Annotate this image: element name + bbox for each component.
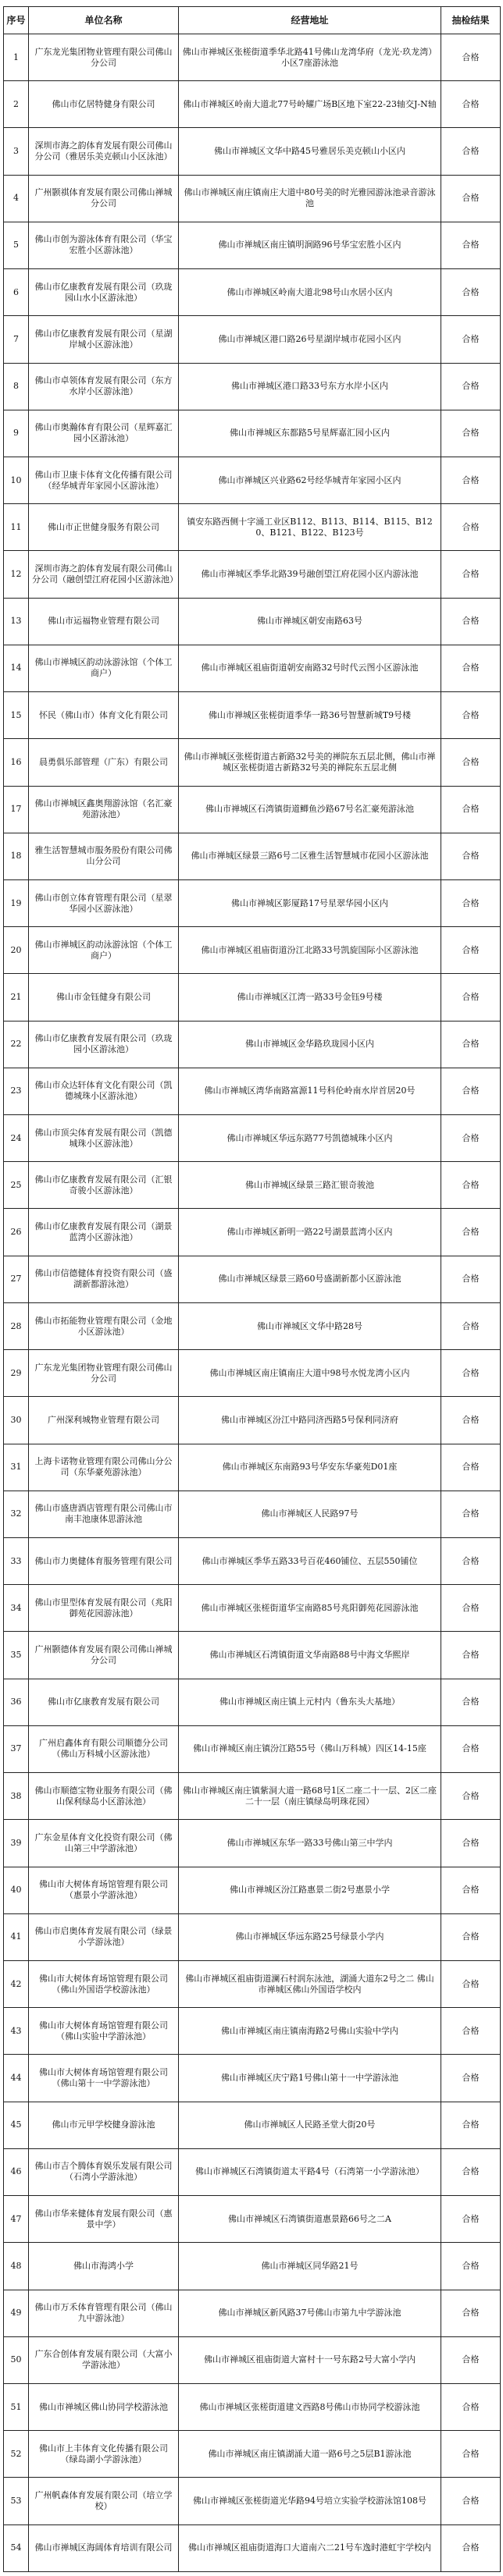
cell-unit-name: 广州颢祺体育发展有限公司佛山禅城分公司	[29, 175, 179, 222]
cell-no: 35	[4, 1632, 29, 1679]
cell-result: 合格	[441, 2383, 501, 2430]
cell-address: 佛山市禅城区南庄镇汾江路55号（佛山万科城）四区14-15座	[179, 1725, 441, 1772]
cell-unit-name: 佛山市大树体育场馆管理有限公司（惠景小学游泳池）	[29, 1867, 179, 1913]
cell-address: 佛山市禅城区南庄镇南庄大道中80号美的时光雅园游泳池录音游泳池	[179, 175, 441, 222]
cell-result: 合格	[441, 786, 501, 833]
header-address: 经营地址	[179, 7, 441, 34]
cell-result: 合格	[441, 692, 501, 739]
cell-no: 38	[4, 1773, 29, 1820]
table-row	[4, 1302, 501, 1349]
header-result: 抽检结果	[441, 7, 501, 34]
table-row	[4, 1021, 501, 1068]
cell-result: 合格	[441, 1585, 501, 1632]
cell-no: 9	[4, 410, 29, 457]
table-row	[4, 2431, 501, 2478]
cell-unit-name: 佛山市卫康卡体育文化传播有限公司（经华城青年家园小区游泳池）	[29, 457, 179, 503]
cell-result: 合格	[441, 645, 501, 691]
cell-result: 合格	[441, 739, 501, 786]
table-row	[4, 739, 501, 786]
cell-address: 佛山市禅城区汾江路惠景二街2号惠景小学	[179, 1867, 441, 1913]
table-row	[4, 1960, 501, 2007]
table-row	[4, 2148, 501, 2195]
cell-unit-name: 佛山市禅城区韵动泳游泳馆（个体工商户）	[29, 927, 179, 974]
cell-address: 佛山市禅城区祖庙街道汾江北路33号凯旋国际小区游泳池	[179, 927, 441, 974]
cell-no: 53	[4, 2478, 29, 2524]
cell-result: 合格	[441, 2008, 501, 2055]
table-row	[4, 598, 501, 645]
table-row	[4, 81, 501, 128]
cell-address: 佛山市禅城区祖庙街道海口大道南六二21号车逸时港虹宇学校内	[179, 2524, 441, 2571]
cell-no: 33	[4, 1538, 29, 1585]
cell-result: 合格	[441, 457, 501, 503]
table-row	[4, 1444, 501, 1491]
cell-address: 佛山市禅城区绿景三路汇银奇骏池	[179, 1162, 441, 1209]
cell-address: 佛山市禅城区新风路37号佛山市第九中学游泳池	[179, 2290, 441, 2336]
cell-no: 21	[4, 974, 29, 1021]
cell-result: 合格	[441, 927, 501, 974]
cell-no: 28	[4, 1302, 29, 1349]
cell-address: 佛山市禅城区祖庙街道澜石村润东泳池，湖涌大道东2号之二 佛山市禅城区佛山外国语学校内	[179, 1960, 441, 2007]
cell-result: 合格	[441, 222, 501, 268]
cell-result: 合格	[441, 2431, 501, 2478]
table-row	[4, 1162, 501, 1209]
inspection-results-table	[3, 6, 501, 2572]
cell-result: 合格	[441, 833, 501, 879]
cell-no: 36	[4, 1679, 29, 1725]
cell-address: 佛山市禅城区港口路26号星湖岸城市花园小区内	[179, 316, 441, 363]
cell-no: 1	[4, 34, 29, 81]
cell-no: 13	[4, 598, 29, 645]
cell-unit-name: 佛山市海鸿小学	[29, 2243, 179, 2290]
cell-no: 44	[4, 2055, 29, 2102]
cell-unit-name: 广州颢德体育发展有限公司佛山禅城分公司	[29, 1632, 179, 1679]
cell-unit-name: 佛山市大树体育场馆管理有限公司（佛山第十一中学游泳池）	[29, 2055, 179, 2102]
table-row	[4, 2478, 501, 2524]
cell-unit-name: 广东龙光集团物业管理有限公司佛山分公司	[29, 1350, 179, 1397]
table-row	[4, 2383, 501, 2430]
cell-unit-name: 佛山市顶尖体育发展有限公司（凯德城珠小区游泳池）	[29, 1115, 179, 1162]
cell-result: 合格	[441, 1773, 501, 1820]
table-row	[4, 1820, 501, 1867]
cell-unit-name: 佛山市禅城区海阔体育培训有限公司	[29, 2524, 179, 2571]
cell-address: 佛山市禅城区张槎街道季华一路36号智慧新城T9号楼	[179, 692, 441, 739]
table-row	[4, 551, 501, 598]
cell-no: 31	[4, 1444, 29, 1491]
table-row	[4, 2055, 501, 2102]
cell-address: 佛山市禅城区南庄镇湖涌大道一路6号之5层B1游泳池	[179, 2431, 441, 2478]
cell-no: 37	[4, 1725, 29, 1772]
cell-unit-name: 广州启鑫体育有限公司顺德分公司（佛山万科城小区游泳池）	[29, 1725, 179, 1772]
cell-no: 46	[4, 2148, 29, 2195]
cell-address: 佛山市禅城区人民路97号	[179, 1491, 441, 1537]
cell-address: 佛山市禅城区南庄镇紫洞大道一路68号1区二座二十一层、2区二座二十一层（南庄镇绿岛明珠花园）	[179, 1773, 441, 1820]
cell-address: 佛山市禅城区华远东路77号凯德城珠小区内	[179, 1115, 441, 1162]
cell-address: 佛山市禅城区张槎街道季华北路41号佛山龙湾华府（龙光·玖龙湾）小区7座游泳池	[179, 34, 441, 81]
cell-address: 佛山市禅城区东都路5号星辉嘉汇园小区内	[179, 410, 441, 457]
table-row	[4, 2290, 501, 2336]
cell-address: 佛山市禅城区影厦路17号星翠华园小区内	[179, 879, 441, 926]
cell-unit-name: 佛山市亿康教育发展有限公司	[29, 1679, 179, 1725]
table-row	[4, 1115, 501, 1162]
cell-result: 合格	[441, 2336, 501, 2383]
cell-result: 合格	[441, 2243, 501, 2290]
cell-address: 佛山市禅城区文华中路45号雅居乐美克顿山小区内	[179, 128, 441, 175]
table-row	[4, 1209, 501, 1256]
cell-result: 合格	[441, 1725, 501, 1772]
cell-unit-name: 佛山市禅城区鑫奥翔游泳馆（名汇豪苑游泳池）	[29, 786, 179, 833]
cell-address: 佛山市禅城区祖庙街道朝安南路32号时代云图小区游泳池	[179, 645, 441, 691]
cell-result: 合格	[441, 2196, 501, 2243]
cell-unit-name: 广州深利城物业管理有限公司	[29, 1397, 179, 1444]
cell-unit-name: 佛山市亿康教育发展有限公司（玖珑园山水小区游泳池）	[29, 269, 179, 316]
table-row	[4, 1867, 501, 1913]
cell-no: 25	[4, 1162, 29, 1209]
cell-result: 合格	[441, 598, 501, 645]
table-row	[4, 1350, 501, 1397]
cell-result: 合格	[441, 974, 501, 1021]
cell-result: 合格	[441, 1068, 501, 1114]
cell-address: 佛山市禅城区湾华南路富源11号科伦岭南水岸首居20号	[179, 1068, 441, 1114]
cell-unit-name: 佛山市亿康教育发展有限公司（玖珑园小区游泳池）	[29, 1021, 179, 1068]
cell-unit-name: 佛山市正世健身服务有限公司	[29, 504, 179, 551]
table-row	[4, 2336, 501, 2383]
cell-result: 合格	[441, 1115, 501, 1162]
cell-result: 合格	[441, 504, 501, 551]
cell-unit-name: 佛山市元甲学校健身游泳池	[29, 2102, 179, 2148]
cell-unit-name: 佛山市禅城区佛山协同学校游泳池	[29, 2383, 179, 2430]
table-row	[4, 786, 501, 833]
cell-no: 8	[4, 363, 29, 410]
cell-result: 合格	[441, 2524, 501, 2571]
cell-result: 合格	[441, 2102, 501, 2148]
cell-result: 合格	[441, 1021, 501, 1068]
cell-unit-name: 佛山市华来健体育发展有限公司（惠景中学）	[29, 2196, 179, 2243]
cell-unit-name: 广东龙光集团物业管理有限公司佛山分公司	[29, 34, 179, 81]
table-row	[4, 34, 501, 81]
table-row	[4, 1256, 501, 1302]
cell-address: 镇安东路西侧十字涌工业区B112、B113、B114、B115、B120、B121、B122、B123号	[179, 504, 441, 551]
table-row	[4, 504, 501, 551]
cell-unit-name: 佛山市信德健体育投资有限公司（盛湖新都游泳池）	[29, 1256, 179, 1302]
cell-address: 佛山市禅城区兴业路62号经华城青年家园小区内	[179, 457, 441, 503]
table-row	[4, 316, 501, 363]
cell-unit-name: 佛山市盛唐酒店管理有限公司佛山市南丰池康体思游泳池	[29, 1491, 179, 1537]
cell-no: 51	[4, 2383, 29, 2430]
cell-result: 合格	[441, 1256, 501, 1302]
cell-no: 30	[4, 1397, 29, 1444]
cell-address: 佛山市禅城区石湾镇街道太平路4号（石湾第一小学游泳池）	[179, 2148, 441, 2195]
cell-no: 22	[4, 1021, 29, 1068]
table-row	[4, 1632, 501, 1679]
cell-no: 42	[4, 1960, 29, 2007]
header-unit: 单位名称	[29, 7, 179, 34]
cell-result: 合格	[441, 1913, 501, 1960]
table-row	[4, 1068, 501, 1114]
cell-result: 合格	[441, 363, 501, 410]
cell-unit-name: 佛山市卓领体育发展有限公司（东方水岸小区游泳池）	[29, 363, 179, 410]
table-row	[4, 457, 501, 503]
cell-address: 佛山市禅城区华远东路25号绿景小学内	[179, 1913, 441, 1960]
cell-no: 43	[4, 2008, 29, 2055]
cell-address: 佛山市禅城区岭南大道北77号岭耀广场B区地下室22-23轴交J-N轴	[179, 81, 441, 128]
cell-unit-name: 广东金星体育文化投资有限公司（佛山第三中学游泳池）	[29, 1820, 179, 1867]
cell-unit-name: 上海卡诺物业管理有限公司佛山分公司（东华豪苑游泳池）	[29, 1444, 179, 1491]
table-row	[4, 2102, 501, 2148]
cell-no: 32	[4, 1491, 29, 1537]
cell-no: 4	[4, 175, 29, 222]
cell-no: 15	[4, 692, 29, 739]
table-row	[4, 222, 501, 268]
cell-unit-name: 佛山市运福物业管理有限公司	[29, 598, 179, 645]
cell-address: 佛山市禅城区同华路21号	[179, 2243, 441, 2290]
cell-result: 合格	[441, 1820, 501, 1867]
cell-result: 合格	[441, 2148, 501, 2195]
cell-address: 佛山市禅城区南庄镇明涧路96号华宝宏胜小区内	[179, 222, 441, 268]
cell-result: 合格	[441, 1209, 501, 1256]
cell-unit-name: 雅生活智慧城市服务股份有限公司佛山分公司	[29, 833, 179, 879]
cell-unit-name: 佛山市金钰健身有限公司	[29, 974, 179, 1021]
cell-result: 合格	[441, 128, 501, 175]
table-row	[4, 1773, 501, 1820]
cell-no: 24	[4, 1115, 29, 1162]
cell-no: 39	[4, 1820, 29, 1867]
cell-no: 49	[4, 2290, 29, 2336]
cell-address: 佛山市禅城区绿景三路6号二区雅生活智慧城市花园小区游泳池	[179, 833, 441, 879]
cell-unit-name: 佛山市亿康教育发展有限公司（湖景蓝湾小区游泳池）	[29, 1209, 179, 1256]
cell-unit-name: 佛山市亿居特健身有限公司	[29, 81, 179, 128]
cell-no: 5	[4, 222, 29, 268]
cell-no: 47	[4, 2196, 29, 2243]
table-row	[4, 2524, 501, 2571]
cell-result: 合格	[441, 1491, 501, 1537]
cell-unit-name: 佛山市大树体育场馆管理有限公司（佛山实验中学游泳池）	[29, 2008, 179, 2055]
cell-result: 合格	[441, 2478, 501, 2524]
cell-unit-name: 佛山市拓能物业管理有限公司（金地小区游泳池）	[29, 1302, 179, 1349]
cell-address: 佛山市禅城区新明一路22号湖景蓝湾小区内	[179, 1209, 441, 1256]
cell-address: 佛山市禅城区江湾一路33号金钰9号楼	[179, 974, 441, 1021]
cell-address: 佛山市禅城区石湾镇街道惠景路66号之二A	[179, 2196, 441, 2243]
cell-no: 18	[4, 833, 29, 879]
cell-address: 佛山市禅城区港口路33号东方水岸小区内	[179, 363, 441, 410]
cell-no: 6	[4, 269, 29, 316]
cell-unit-name: 怀民（佛山市）体育文化有限公司	[29, 692, 179, 739]
cell-unit-name: 佛山市奥瀚体育有限公司（星辉嘉汇园小区游泳池）	[29, 410, 179, 457]
cell-result: 合格	[441, 1302, 501, 1349]
cell-address: 佛山市禅城区张槎街道华宝南路85号兆阳御苑花园游泳池	[179, 1585, 441, 1632]
table-row	[4, 363, 501, 410]
table-row	[4, 2196, 501, 2243]
cell-result: 合格	[441, 1444, 501, 1491]
cell-result: 合格	[441, 551, 501, 598]
cell-no: 23	[4, 1068, 29, 1114]
cell-address: 佛山市禅城区人民路圣堂大街20号	[179, 2102, 441, 2148]
cell-address: 佛山市禅城区岭南大道北98号山水居小区内	[179, 269, 441, 316]
cell-address: 佛山市禅城区南庄镇南海路2号佛山实验中学内	[179, 2008, 441, 2055]
cell-no: 27	[4, 1256, 29, 1302]
header-row	[4, 7, 501, 34]
cell-unit-name: 佛山市禅城区韵动泳游泳馆（个体工商户）	[29, 645, 179, 691]
cell-unit-name: 佛山市上丰体育文化传播有限公司（绿岛湖小学游泳池）	[29, 2431, 179, 2478]
cell-result: 合格	[441, 2055, 501, 2102]
cell-unit-name: 广东合创体育发展有限公司（大富小学游泳池）	[29, 2336, 179, 2383]
cell-address: 佛山市禅城区金华路玖珑园小区内	[179, 1021, 441, 1068]
cell-no: 48	[4, 2243, 29, 2290]
cell-no: 17	[4, 786, 29, 833]
table-row	[4, 974, 501, 1021]
cell-address: 佛山市禅城区石湾镇街道文华南路88号中海文华熙岸	[179, 1632, 441, 1679]
table-row	[4, 128, 501, 175]
cell-result: 合格	[441, 879, 501, 926]
cell-no: 50	[4, 2336, 29, 2383]
cell-unit-name: 深圳市海之韵体育发展有限公司佛山分公司（雅居乐美克顿山小区泳池）	[29, 128, 179, 175]
table-row	[4, 1585, 501, 1632]
header-no: 序号	[4, 7, 29, 34]
cell-no: 12	[4, 551, 29, 598]
cell-address: 佛山市禅城区文华中路28号	[179, 1302, 441, 1349]
cell-result: 合格	[441, 1632, 501, 1679]
cell-no: 16	[4, 739, 29, 786]
table-row	[4, 1491, 501, 1537]
cell-no: 11	[4, 504, 29, 551]
cell-no: 19	[4, 879, 29, 926]
cell-result: 合格	[441, 175, 501, 222]
cell-no: 7	[4, 316, 29, 363]
cell-result: 合格	[441, 1867, 501, 1913]
cell-unit-name: 广州帆森体育发展有限公司（培立学校）	[29, 2478, 179, 2524]
table-row	[4, 1397, 501, 1444]
cell-address: 佛山市禅城区季华五路33号百花460铺位、五层550铺位	[179, 1538, 441, 1585]
table-row	[4, 879, 501, 926]
cell-address: 佛山市禅城区张槎街道古新路32号美的禅院东五层北侧，佛山市禅城区张槎街道古新路32号美的禅院东五层北侧	[179, 739, 441, 786]
cell-address: 佛山市禅城区庆宁路1号佛山第十一中学游泳池	[179, 2055, 441, 2102]
cell-address: 佛山市禅城区南庄镇上元村内（鲁东头大基地）	[179, 1679, 441, 1725]
cell-address: 佛山市禅城区南庄镇南庄大道中98号水悦龙湾小区内	[179, 1350, 441, 1397]
cell-address: 佛山市禅城区汾江中路同济西路5号保利同济府	[179, 1397, 441, 1444]
cell-unit-name: 佛山市亿康教育发展有限公司（星湖岸城小区游泳池）	[29, 316, 179, 363]
table-row	[4, 1679, 501, 1725]
table-row	[4, 833, 501, 879]
cell-no: 14	[4, 645, 29, 691]
cell-unit-name: 佛山市顺德宝物业服务有限公司（佛山保利绿岛小区游泳池）	[29, 1773, 179, 1820]
table-row	[4, 645, 501, 691]
cell-no: 2	[4, 81, 29, 128]
cell-unit-name: 佛山市力奥健体育服务管理有限公司	[29, 1538, 179, 1585]
cell-result: 合格	[441, 34, 501, 81]
cell-result: 合格	[441, 1538, 501, 1585]
cell-no: 40	[4, 1867, 29, 1913]
cell-result: 合格	[441, 410, 501, 457]
cell-unit-name: 晨勇俱乐部管理（广东）有限公司	[29, 739, 179, 786]
cell-result: 合格	[441, 81, 501, 128]
cell-result: 合格	[441, 1397, 501, 1444]
cell-unit-name: 深圳市海之韵体育发展有限公司佛山分公司（融创望江府花园小区游泳池）	[29, 551, 179, 598]
table-row	[4, 175, 501, 222]
cell-result: 合格	[441, 1162, 501, 1209]
cell-unit-name: 佛山市创为游泳体育有限公司（华宝宏胜小区游泳池）	[29, 222, 179, 268]
cell-address: 佛山市禅城区张槎街道光华路94号培立实验学校游泳馆108号	[179, 2478, 441, 2524]
cell-unit-name: 佛山市亿康教育发展有限公司（汇银奇骏小区游泳池）	[29, 1162, 179, 1209]
cell-no: 54	[4, 2524, 29, 2571]
cell-no: 34	[4, 1585, 29, 1632]
table-row	[4, 2243, 501, 2290]
cell-unit-name: 佛山市众达轩体育文化有限公司（凯德城珠小区游泳池）	[29, 1068, 179, 1114]
cell-result: 合格	[441, 1679, 501, 1725]
table-row	[4, 1538, 501, 1585]
table-row	[4, 269, 501, 316]
cell-no: 45	[4, 2102, 29, 2148]
cell-address: 佛山市禅城区祖庙街道大富村十一号东路2号大富小学内	[179, 2336, 441, 2383]
table-row	[4, 927, 501, 974]
cell-no: 52	[4, 2431, 29, 2478]
cell-address: 佛山市禅城区东南路93号华安东华豪苑D01座	[179, 1444, 441, 1491]
cell-unit-name: 佛山市里型体育发展有限公司（兆阳御苑花园游泳池）	[29, 1585, 179, 1632]
cell-no: 3	[4, 128, 29, 175]
cell-unit-name: 佛山市万禾体育管理有限公司（佛山九中游泳池）	[29, 2290, 179, 2336]
cell-no: 20	[4, 927, 29, 974]
cell-result: 合格	[441, 1350, 501, 1397]
cell-unit-name: 佛山市创立体育管理有限公司（星翠华园小区游泳池）	[29, 879, 179, 926]
table-row	[4, 692, 501, 739]
cell-result: 合格	[441, 1960, 501, 2007]
cell-result: 合格	[441, 269, 501, 316]
table-row	[4, 1913, 501, 1960]
cell-no: 29	[4, 1350, 29, 1397]
cell-unit-name: 佛山市吉个腾体育娱乐发展有限公司（石湾小学游泳池）	[29, 2148, 179, 2195]
cell-address: 佛山市禅城区东华一路33号佛山第三中学内	[179, 1820, 441, 1867]
cell-address: 佛山市禅城区石湾镇街道鲫鱼沙路67号名汇豪苑游泳池	[179, 786, 441, 833]
cell-unit-name: 佛山市大树体育场馆管理有限公司（佛山外国语学校游泳池）	[29, 1960, 179, 2007]
cell-address: 佛山市禅城区朝安南路63号	[179, 598, 441, 645]
cell-address: 佛山市禅城区季华北路39号融创望江府花园小区内游泳池	[179, 551, 441, 598]
cell-no: 26	[4, 1209, 29, 1256]
table-row	[4, 410, 501, 457]
table-row	[4, 1725, 501, 1772]
cell-result: 合格	[441, 2290, 501, 2336]
cell-result: 合格	[441, 316, 501, 363]
cell-no: 10	[4, 457, 29, 503]
table-row	[4, 2008, 501, 2055]
cell-unit-name: 佛山市启奥体育发展有限公司（绿景小学游泳池）	[29, 1913, 179, 1960]
cell-no: 41	[4, 1913, 29, 1960]
cell-address: 佛山市禅城区绿景三路60号盛湖新都小区游泳池	[179, 1256, 441, 1302]
cell-address: 佛山市禅城区张槎街道建文西路8号佛山市协同学校游泳池	[179, 2383, 441, 2430]
